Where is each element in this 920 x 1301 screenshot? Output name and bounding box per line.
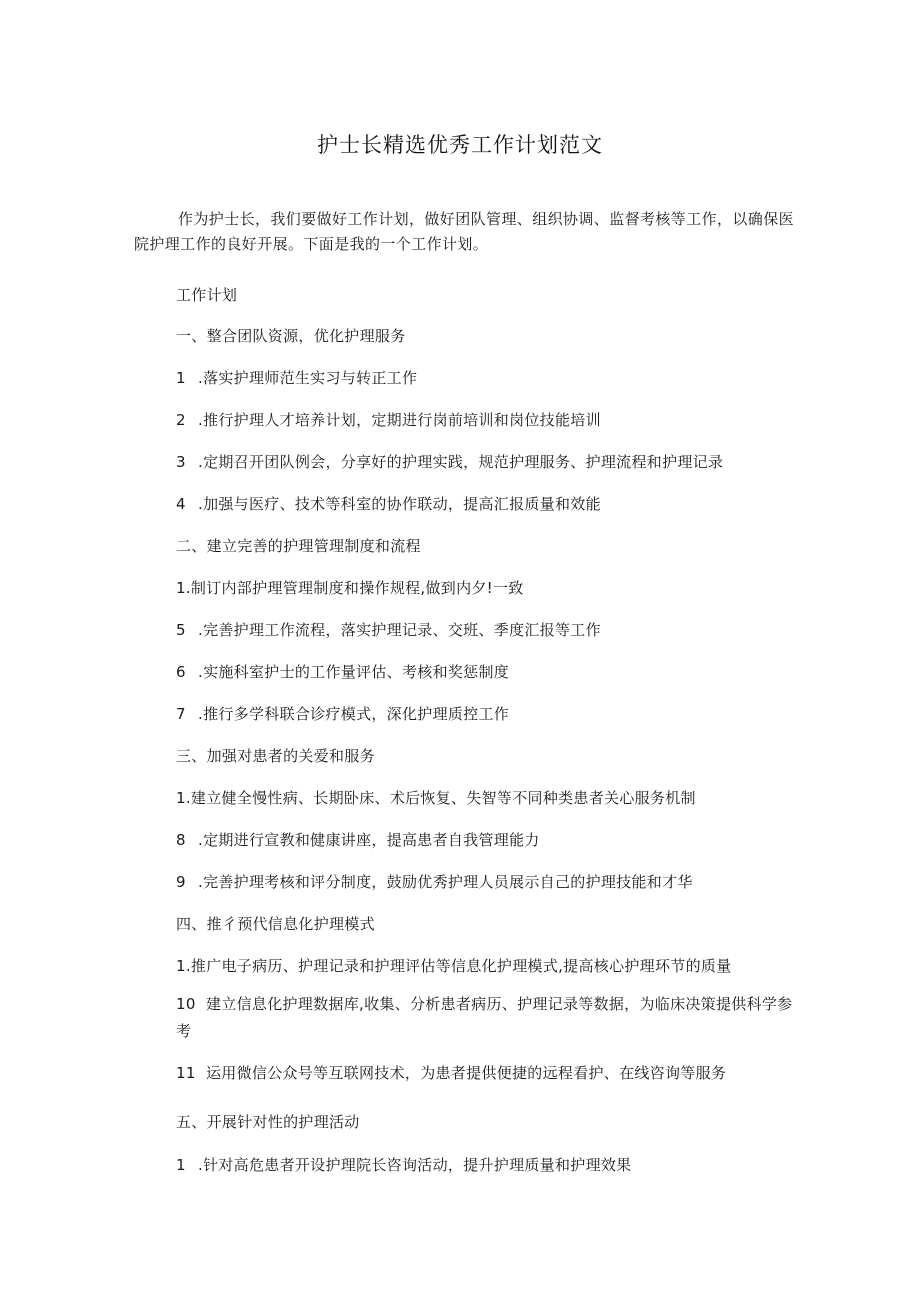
intro-paragraph: 作为护士长，我们要做好工作计划，做好团队管理、组织协调、监督考核等工作，以确保医院护理工作的良好开展。下面是我的一个工作计划。 [134, 210, 795, 253]
item-text: .实施科室护士的工作量评估、考核和奖惩制度 [198, 663, 510, 681]
item-number: 9 [176, 873, 186, 891]
item-text: .定期召开团队例会，分享好的护理实践，规范护理服务、护理流程和护理记录 [198, 453, 724, 471]
item-text: 建立信息化护理数据库,收集、分析患者病历、护理记录等数据，为临床决策提供科学参考 [176, 995, 793, 1040]
plan-heading: 工作计划 [176, 286, 238, 304]
section-heading: 一、整合团队资源，优化护理服务 [176, 327, 406, 345]
item-number: 7 [176, 705, 186, 723]
item-number: 2 [176, 411, 186, 429]
list-item [176, 409, 601, 430]
document-title: 护士长精选优秀工作计划范文 [317, 133, 603, 157]
item-number: 8 [176, 831, 186, 849]
list-item [176, 451, 723, 472]
item-text: .加强与医疗、技术等科室的协作联动，提高汇报质量和效能 [198, 495, 601, 513]
item-text: .落实护理师范生实习与转正工作 [198, 369, 418, 387]
item-text: .针对高危患者开设护理院长咨询活动，提升护理质量和护理效果 [198, 1156, 632, 1174]
list-item [176, 619, 601, 640]
item-number: 1 [176, 1156, 186, 1174]
item-number: 1 [176, 369, 186, 387]
list-item [176, 1154, 631, 1175]
item-number: 6 [176, 663, 186, 681]
item-text: .完善护理考核和评分制度，鼓励优秀护理人员展示自己的护理技能和才华 [198, 873, 693, 891]
list-item [176, 871, 693, 892]
list-item [176, 829, 540, 850]
item-text: .完善护理工作流程，落实护理记录、交班、季度汇报等工作 [198, 621, 601, 639]
section-heading: 二、建立完善的护理管理制度和流程 [176, 537, 421, 555]
item-number: 10 [176, 995, 196, 1013]
item-number: 4 [176, 495, 186, 513]
item-text: 运用微信公众号等互联网技术，为患者提供便捷的远程看护、在线咨询等服务 [206, 1064, 727, 1082]
item-text: .推行多学科联合诊疗模式，深化护理质控工作 [198, 705, 510, 723]
list-item: 1.建立健全慢性病、长期卧床、术后恢复、失智等不同种类患者关心服务机制 [176, 789, 696, 807]
item-number: 3 [176, 453, 186, 471]
list-item: 1.制订内部护理管理制度和操作规程,做到内夕!一致 [176, 579, 524, 597]
section-heading: 五、开展针对性的护理活动 [176, 1113, 360, 1131]
list-item [176, 493, 601, 514]
list-item [176, 661, 509, 682]
list-item [176, 367, 417, 388]
list-item [176, 703, 509, 724]
item-number: 5 [176, 621, 186, 639]
item-text: .定期进行宣教和健康讲座，提高患者自我管理能力 [198, 831, 540, 849]
list-item [134, 991, 796, 1045]
section-heading: 四、推彳预代信息化护理模式 [176, 915, 375, 933]
list-item: 1.推广电子病历、护理记录和护理评估等信息化护理模式,提高核心护理环节的质量 [176, 957, 732, 975]
list-item [176, 1062, 726, 1083]
item-number: 11 [176, 1064, 196, 1082]
section-heading: 三、加强对患者的关爱和服务 [176, 747, 375, 765]
item-text: .推行护理人才培养计划，定期进行岗前培训和岗位技能培训 [198, 411, 601, 429]
